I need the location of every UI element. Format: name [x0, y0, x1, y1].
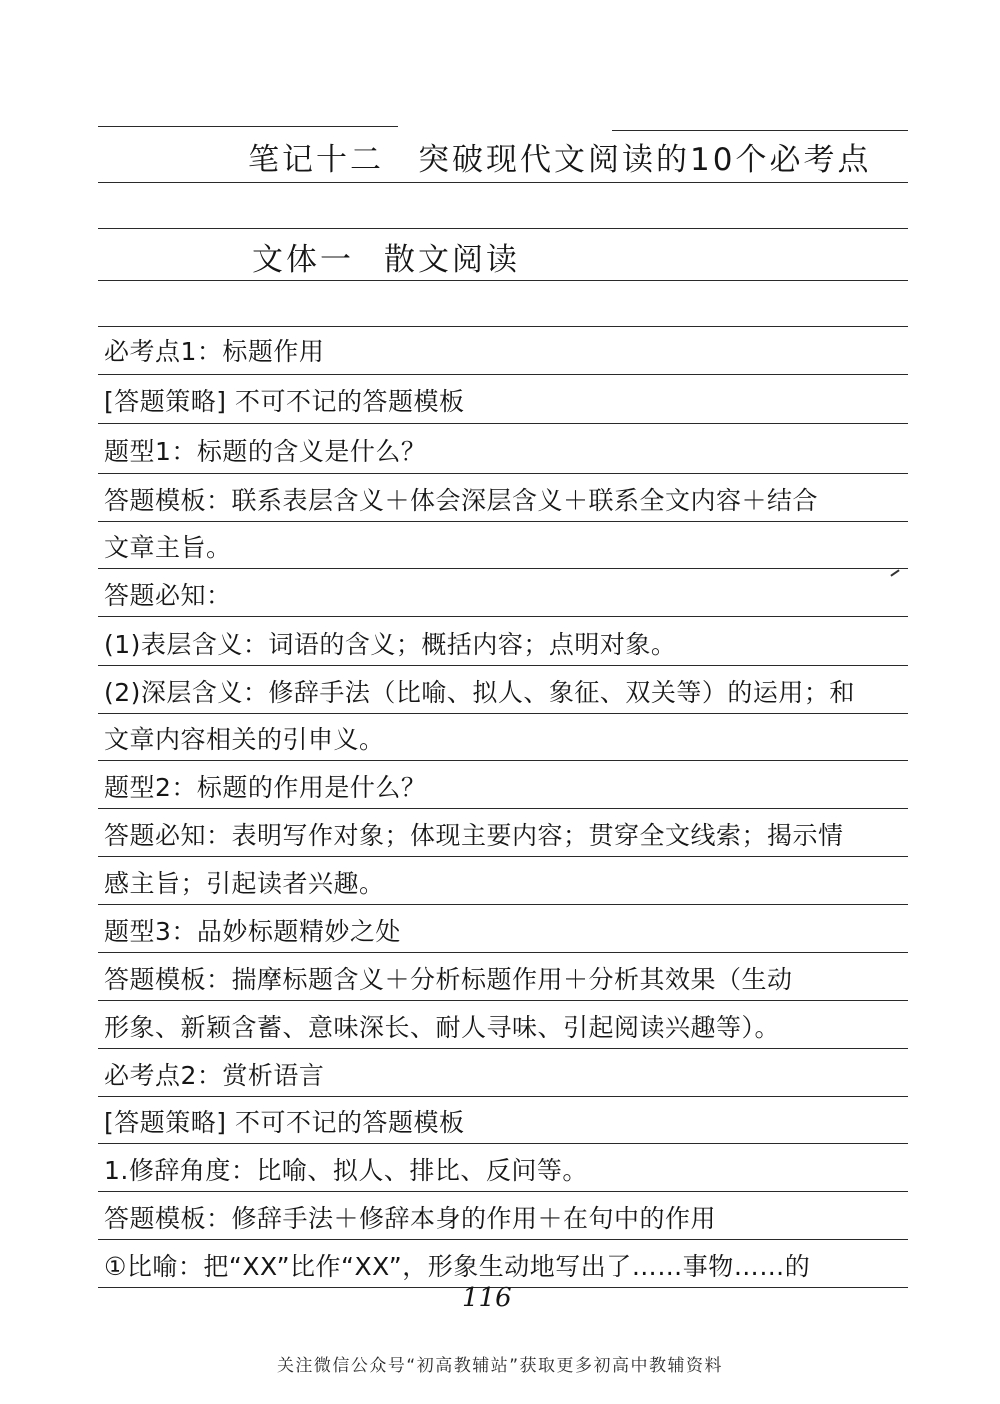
content-line: 题型1：标题的含义是什么？ — [104, 437, 427, 466]
rule-line — [98, 760, 908, 761]
page-title — [248, 140, 871, 180]
rule-line — [612, 130, 908, 131]
section-genre-name: 散文阅读 — [384, 242, 520, 278]
rule-line — [98, 423, 908, 424]
content-line: 题型3：品妙标题精妙之处 — [104, 917, 401, 946]
content-line: 感主旨；引起读者兴趣。 — [104, 869, 385, 898]
content-line: 答题模板：联系表层含义＋体会深层含义＋联系全文内容＋结合 — [104, 486, 819, 515]
content-line: 必考点1：标题作用 — [104, 337, 325, 366]
content-line: 答题必知： — [104, 581, 232, 610]
content-line: 题型2：标题的作用是什么？ — [104, 773, 427, 802]
rule-line — [98, 126, 398, 127]
pen-mark — [890, 569, 899, 576]
content-line: 答题模板：修辞手法＋修辞本身的作用＋在句中的作用 — [104, 1204, 717, 1233]
rule-line — [98, 1048, 908, 1049]
content-line: 文章内容相关的引申义。 — [104, 725, 385, 754]
rule-line — [98, 904, 908, 905]
rule-line — [98, 1239, 908, 1240]
section-title — [252, 240, 520, 280]
content-line: ①比喻：把“XX”比作“XX”，形象生动地写出了……事物……的 — [104, 1252, 811, 1281]
rule-line — [98, 616, 908, 617]
section-genre-number: 文体一 — [252, 242, 354, 278]
rule-line — [98, 1143, 908, 1144]
rule-line — [98, 1096, 908, 1097]
title-note-number: 笔记十二 — [248, 142, 384, 178]
rule-line — [98, 182, 908, 183]
rule-line — [98, 665, 908, 666]
rule-line — [98, 808, 908, 809]
rule-line — [98, 228, 908, 229]
content-line: 必考点2：赏析语言 — [104, 1061, 325, 1090]
rule-line — [98, 326, 908, 327]
rule-line — [98, 856, 908, 857]
content-line: 文章主旨。 — [104, 533, 232, 562]
rule-line — [98, 280, 908, 281]
title-topic: 突破现代文阅读的10个必考点 — [418, 142, 872, 178]
footer-notice: 关注微信公众号“初高教辅站”获取更多初高中教辅资料 — [276, 1356, 724, 1376]
rule-line — [98, 713, 908, 714]
page-number: 116 — [462, 1283, 512, 1313]
rule-line — [98, 1191, 908, 1192]
content-line: (2)深层含义：修辞手法（比喻、拟人、象征、双关等）的运用；和 — [104, 678, 855, 707]
rule-line — [98, 1000, 908, 1001]
rule-line — [98, 374, 908, 375]
rule-line — [98, 473, 908, 474]
content-line: [答题策略] 不可不记的答题模板 — [104, 1108, 465, 1137]
rule-line — [98, 521, 908, 522]
content-line: 形象、新颖含蓄、意味深长、耐人寻味、引起阅读兴趣等）。 — [104, 1013, 781, 1042]
rule-line — [98, 568, 908, 569]
content-line: (1)表层含义：词语的含义；概括内容；点明对象。 — [104, 630, 677, 659]
content-line: 答题必知：表明写作对象；体现主要内容；贯穿全文线索；揭示情 — [104, 821, 844, 850]
rule-line — [98, 952, 908, 953]
content-line: 1.修辞角度：比喻、拟人、排比、反问等。 — [104, 1156, 588, 1185]
content-line: [答题策略] 不可不记的答题模板 — [104, 387, 465, 416]
content-line: 答题模板：揣摩标题含义＋分析标题作用＋分析其效果（生动 — [104, 965, 793, 994]
